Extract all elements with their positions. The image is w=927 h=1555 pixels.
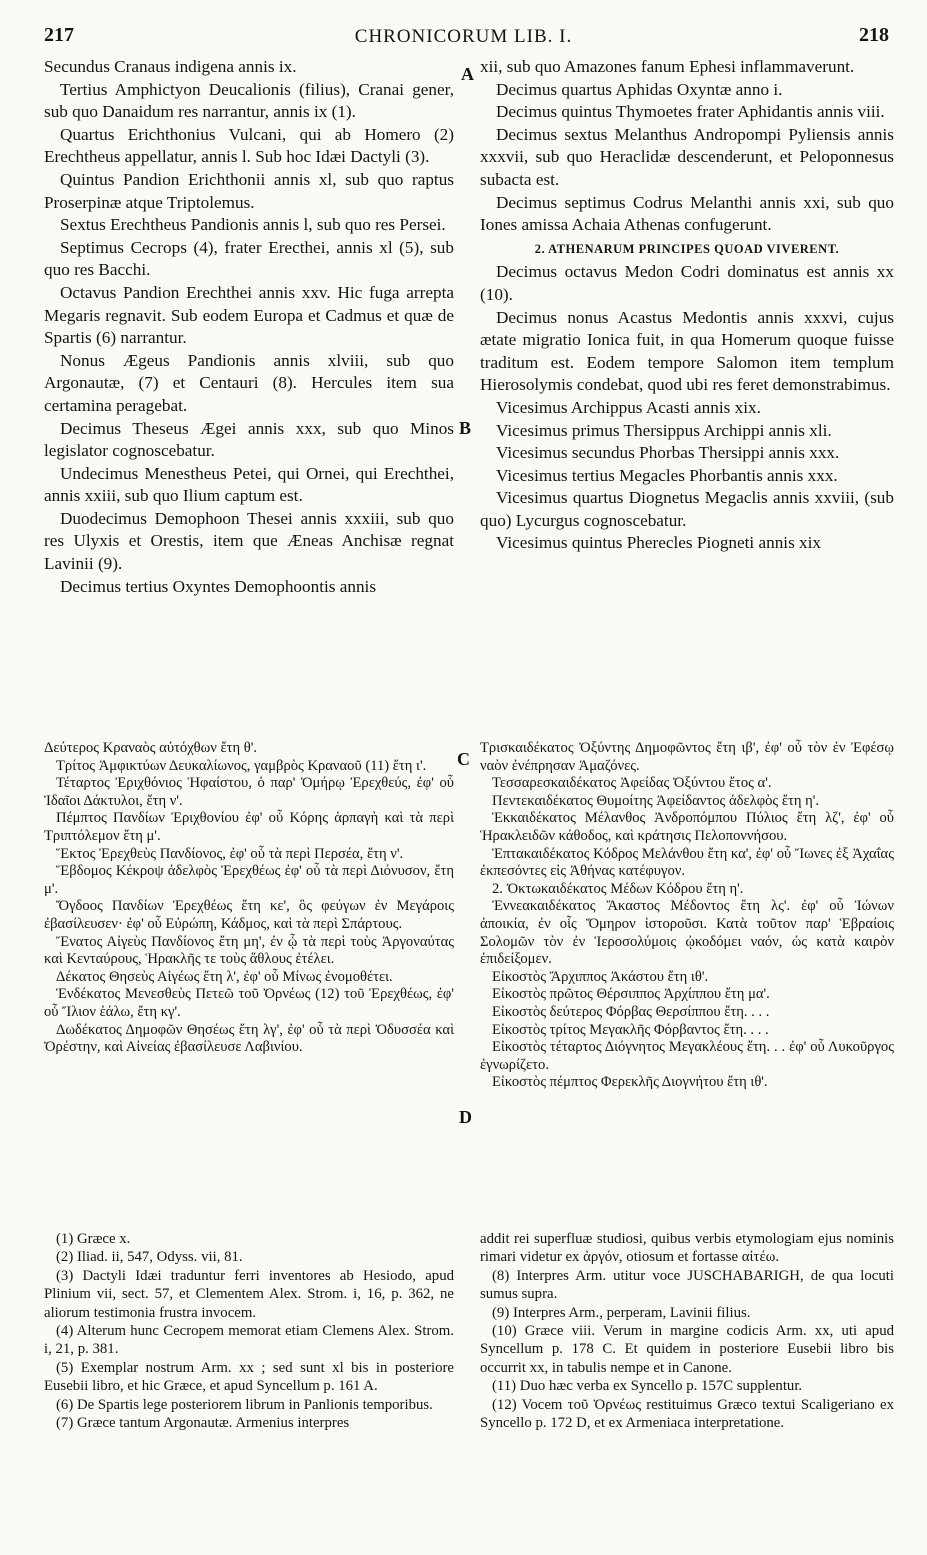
latin-paragraph: Octavus Pandion Erechthei annis xxv. Hic fuga arrepta Megaris regnavit. Sub eodem Europa et Cadmus et quæ de Spartis (6) narrantur. xyxy=(44,282,454,348)
greek-column-left xyxy=(44,740,454,1057)
latin-paragraph: Decimus octavus Medon Codri dominatus est annis xx (10). xyxy=(480,262,894,304)
footnote: (1) Græce x. xyxy=(56,1231,131,1247)
latin-paragraph: Decimus quartus Aphidas Oxyntæ anno i. xyxy=(496,79,783,99)
greek-paragraph: Ἕκτος Ἐρεχθεὺς Πανδίονος, ἐφ' οὗ τὰ περὶ Περσέα, ἔτη ν'. xyxy=(56,845,404,862)
latin-paragraph: Vicesimus Archippus Acasti annis xix. xyxy=(496,397,761,417)
greek-paragraph: Τρισκαιδέκατος Ὀξύντης Δημοφῶντος ἔτη ιβ', ἐφ' οὗ τὸν ἐν Ἐφέσῳ ναὸν ἐνέπρησαν Ἀμαζόνες. xyxy=(480,740,894,774)
greek-paragraph: Εἰκοστὸς πρῶτος Θέρσιππος Ἀρχίππου ἔτη μα'. xyxy=(492,986,770,1003)
footnote: (5) Exemplar nostrum Arm. xx ; sed sunt xl bis in posteriore Eusebii libro, et hic Græce, et apud Syncellum p. 161 A. xyxy=(44,1359,454,1395)
greek-paragraph: Δεύτερος Κραναὸς αὐτόχθων ἔτη θ'. xyxy=(44,740,258,756)
latin-paragraph: Decimus tertius Oxyntes Demophoontis annis xyxy=(60,576,377,596)
greek-paragraph: Ἑπτακαιδέκατος Κόδρος Μελάνθου ἔτη κα', ἐφ' οὗ Ἴωνες ἐξ Ἀχαΐας ἐκπεσόντες εἰς Ἀθήνας κατέφυγον. xyxy=(480,845,894,880)
footnote: (12) Vocem τοῦ Ὀρνέως restituimus Græco textui Scaligeriano ex Syncello p. 172 D, et ex Armeniaca interpretatione. xyxy=(480,1396,894,1432)
latin-paragraph: Decimus sextus Melanthus Andropompi Pyliensis annis xxxvii, sub quo Heraclidæ descenderunt, et Peloponnesus subacta est. xyxy=(480,124,894,189)
latin-paragraph: Decimus nonus Acastus Medontis annis xxxvi, cujus ætate migratio Ionica fuit, in qua Homerum quoque fuisse traditum est. Eodem tempore Salomon item templum Hierosolymis condebat, quod ubi res feret demonstrabimus. xyxy=(480,307,894,395)
greek-paragraph: Ἑνδέκατος Μενεσθεὺς Πετεῶ τοῦ Ὀρνέως (12) τοῦ Ἐρεχθέως, ἐφ' οὗ Ἴλιον ἑάλω, ἔτη κγ'. xyxy=(44,986,454,1020)
latin-paragraph: Vicesimus secundus Phorbas Thersippi annis xxx. xyxy=(496,443,840,463)
greek-paragraph: Τεσσαρεσκαιδέκατος Ἀφείδας Ὀξύντου ἔτος α'. xyxy=(492,775,772,792)
greek-paragraph: Ἐννεακαιδέκατος Ἄκαστος Μέδοντος ἔτη λς'. ἐφ' οὗ Ἰώνων ἀποικία, ἐν οἷς Ὅμηρον ἱστοροῦσι. Κατὰ τοῦτον παρ' Ἑβραίοις Σολομῶν τὸν ἐν Ἱεροσολύμοις ᾠκοδόμει ναόν, ὡς κατὰ καιρὸν ἐπιδείξομεν. xyxy=(480,898,894,968)
margin-letter-b: B xyxy=(459,418,472,438)
greek-paragraph: Πεντεκαιδέκατος Θυμοίτης Ἀφείδαντος ἀδελφὸς ἔτη η'. xyxy=(492,792,820,809)
greek-paragraph: Εἰκοστὸς τέταρτος Διόγνητος Μεγακλέους ἔτη. . . ἐφ' οὗ Λυκοῦργος ἐγνωρίζετο. xyxy=(480,1039,894,1073)
latin-continuation: xii, sub quo Amazones fanum Ephesi inflammaverunt. xyxy=(480,57,855,76)
greek-paragraph: Εἰκοστὸς πέμπτος Φερεκλῆς Διογνήτου ἔτη ιθ'. xyxy=(492,1074,768,1091)
greek-paragraph: Ἕβδομος Κέκροψ ἀδελφὸς Ἐρεχθέως ἐφ' οὗ τὰ περὶ Διόνυσον, ἔτη μ'. xyxy=(44,863,454,897)
margin-letter-c: C xyxy=(457,749,470,769)
running-title: CHRONICORUM LIB. I. xyxy=(354,26,573,47)
greek-paragraph: Ἔνατος Αἰγεὺς Πανδίονος ἔτη μη', ἐν ᾧ τὰ περὶ τοὺς Ἀργοναύτας καὶ Κενταύρους, Ἡρακλῆς τε τοὺς ἄθλους ἐτέλει. xyxy=(44,933,454,968)
margin-letter-d: D xyxy=(459,1107,472,1127)
footnote: (6) De Spartis lege posteriorem librum in Panlionis temporibus. xyxy=(56,1396,433,1413)
latin-paragraph: Decimus septimus Codrus Melanthi annis xxi, sub quo Iones amissa Achaia Athenas confugerunt. xyxy=(480,192,894,235)
latin-paragraph: Quartus Erichthonius Vulcani, qui ab Homero (2) Erechtheus appellatur, annis l. Sub hoc Idæi Dactyli (3). xyxy=(44,124,454,167)
footnote: (11) Duo hæc verba ex Syncello p. 157C supplentur. xyxy=(492,1378,803,1395)
latin-paragraph: Tertius Amphictyon Deucalionis (filius), Cranai gener, sub quo Danaidum res narrantur, annis ix (1). xyxy=(44,79,454,122)
greek-paragraph: Ἑκκαιδέκατος Μέλανθος Ἀνδροπόμπου Πύλιος ἔτη λζ', ἐφ' οὗ Ἡρακλειδῶν κάθοδος, καὶ κράτησις Πελοποννήσου. xyxy=(480,810,894,844)
latin-paragraph: Vicesimus primus Thersippus Archippi annis xli. xyxy=(496,420,832,440)
latin-paragraph: Sextus Erechtheus Pandionis annis l, sub quo res Persei. xyxy=(60,215,446,235)
greek-paragraph: Εἰκοστὸς τρίτος Μεγακλῆς Φόρβαντος ἔτη. . . . xyxy=(492,1021,769,1038)
footnote: (10) Græce viii. Verum in margine codicis Arm. xx, uti apud Syncellum p. 178 C. Et quidem in posteriore Eusebii libro bis occurrit xx, in tabulis nempe et in Canone. xyxy=(480,1323,894,1376)
greek-paragraph: Εἰκοστὸς δεύτερος Φόρβας Θερσίππου ἔτη. . . . xyxy=(492,1003,770,1020)
latin-paragraph: Secundus Cranaus indigena annis ix. xyxy=(44,57,297,76)
page-number-right: 218 xyxy=(859,24,889,46)
footnote: (9) Interpres Arm., perperam, Lavinii filius. xyxy=(492,1304,751,1321)
footnotes-right xyxy=(480,1230,894,1432)
greek-paragraph: Δωδέκατος Δημοφῶν Θησέως ἔτη λγ', ἐφ' οὗ τὰ περὶ Ὀδυσσέα καὶ Ὀρέστην, καὶ Αἰνείας ἐβασίλευσε Λαβινίου. xyxy=(44,1021,454,1056)
footnote: (3) Dactyli Idæi traduntur ferri inventores ab Hesiodo, apud Plinium vii, sect. 57, et Clementem Alex. Strom. i, 16, p. 362, ne aliorum testimonia frustra invocem. xyxy=(44,1267,454,1321)
greek-paragraph: Δέκατος Θησεὺς Αἰγέως ἔτη λ', ἐφ' οὗ Μίνως ἐνομοθέτει. xyxy=(56,968,393,985)
latin-paragraph: Decimus quintus Thymoetes frater Aphidantis annis viii. xyxy=(496,102,885,122)
footnote: (2) Iliad. ii, 547, Odyss. vii, 81. xyxy=(56,1249,243,1266)
latin-paragraph: Vicesimus tertius Megacles Phorbantis annis xxx. xyxy=(496,465,838,485)
latin-paragraph: Vicesimus quintus Pherecles Piogneti annis xix xyxy=(496,533,822,553)
section-heading: 2. ATHENARUM PRINCIPES QUOAD VIVERENT. xyxy=(534,241,840,256)
footnote: (4) Alterum hunc Cecropem memorat etiam Clemens Alex. Strom. i, 21, p. 381. xyxy=(44,1323,454,1358)
footnotes-left xyxy=(44,1230,454,1432)
footnote: (7) Græce tantum Argonautæ. Armenius interpres xyxy=(56,1415,350,1432)
latin-paragraph: Undecimus Menestheus Petei, qui Ornei, qui Erechthei, annis xxiii, sub quo Ilium captum est. xyxy=(44,463,454,506)
greek-paragraph: Εἰκοστὸς Ἄρχιππος Ἀκάστου ἔτη ιθ'. xyxy=(492,968,709,985)
latin-paragraph: Decimus Theseus Ægei annis xxx, sub quo Minos legislator cognoscebatur. xyxy=(44,418,454,461)
greek-paragraph: Πέμπτος Πανδίων Ἐριχθονίου ἐφ' οὗ Κόρης ἁρπαγὴ καὶ τὰ περὶ Τριπτόλεμον ἔτη μ'. xyxy=(44,810,454,844)
greek-paragraph: Ὄγδοος Πανδίων Ἐρεχθέως ἔτη κε', ὃς φεύγων ἐν Μεγάροις ἐβασίλευσεν· ἐφ' οὗ Εὐρώπη, Κάδμος, καὶ τὰ περὶ Σπάρτους. xyxy=(44,898,454,932)
latin-paragraph: Vicesimus quartus Diognetus Megaclis annis xxviii, (sub quo) Lycurgus cognoscebatur. xyxy=(480,488,894,530)
latin-paragraph: Nonus Ægeus Pandionis annis xlviii, sub quo Argonautæ, (7) et Centauri (8). Hercules item sua certamina peragebat. xyxy=(44,350,454,415)
footnote: (8) Interpres Arm. utitur voce JUSCHABARIGH, de qua locuti sumus supra. xyxy=(480,1267,894,1303)
greek-paragraph: 2. Ὀκτωκαιδέκατος Μέδων Κόδρου ἔτη η'. xyxy=(492,880,744,897)
page-number-left: 217 xyxy=(44,24,74,46)
latin-paragraph: Septimus Cecrops (4), frater Erecthei, annis xl (5), sub quo res Bacchi. xyxy=(44,237,454,280)
greek-paragraph: Τρίτος Ἀμφικτύων Δευκαλίωνος, γαμβρὸς Κραναοῦ (11) ἔτη ι'. xyxy=(56,757,427,774)
footnote-continuation: addit rei superfluæ studiosi, quibus verbis etymologiam ejus nominis rimari videtur ex ἀργόν, otiosum et fortasse αἰτέω. xyxy=(480,1231,894,1266)
latin-column-left xyxy=(44,56,454,598)
latin-paragraph: Duodecimus Demophoon Thesei annis xxxiii, sub quo res Ulyxis et Orestis, item que Æneas Anchisæ regnat Lavinii (9). xyxy=(44,508,454,574)
greek-paragraph: Τέταρτος Ἐριχθόνιος Ἡφαίστου, ὁ παρ' Ὁμήρῳ Ἐρεχθεύς, ἐφ' οὗ Ἰδαῖοι Δάκτυλοι, ἔτη ν'. xyxy=(44,775,454,809)
margin-letter-a: A xyxy=(461,64,474,84)
latin-column-right xyxy=(480,56,894,555)
greek-column-right xyxy=(480,740,894,1092)
latin-paragraph: Quintus Pandion Erichthonii annis xl, sub quo raptus Proserpinæ atque Triptolemus. xyxy=(44,169,454,212)
